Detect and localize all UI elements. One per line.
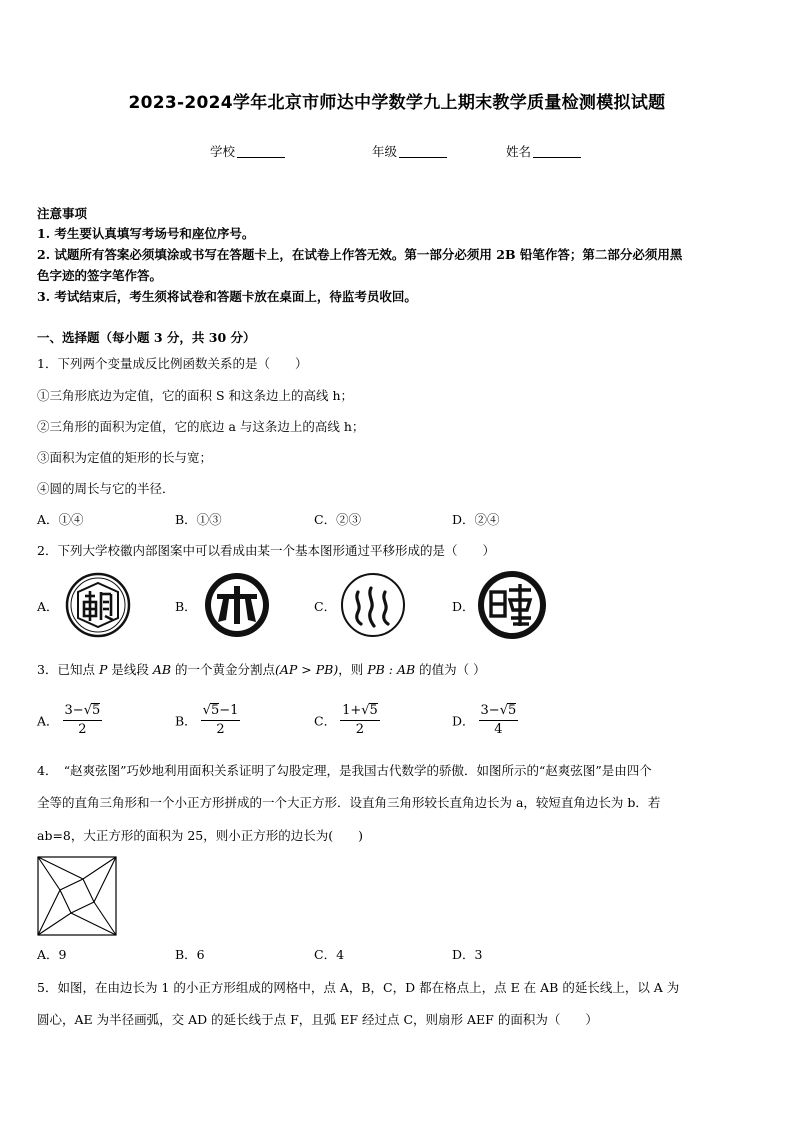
q2-option-c[interactable]: C． — [314, 599, 337, 614]
nankai-emblem-icon — [65, 572, 131, 638]
q3-condition: (AP > PB) — [275, 662, 339, 677]
q1-option-a[interactable]: A．①④ — [37, 512, 84, 527]
grade-field[interactable] — [372, 142, 447, 160]
q3-option-d[interactable] — [452, 702, 518, 739]
q2-stem: 2．下列大学校徽内部图案中可以看成由某一个基本图形通过平移形成的是（ ） — [37, 543, 495, 558]
grade-label: 年级 — [372, 144, 398, 159]
q3-option-a-fraction: $\frac{3-√5}{2}$ — [64, 703, 101, 737]
q4-stem-line-2: 全等的直角三角形和一个小正方形拼成的一个大正方形．设直角三角形较长直角边长为 a，较短直角边长为 b．若 — [37, 795, 661, 810]
q1-option-d[interactable]: D．②④ — [452, 512, 500, 527]
name-label: 姓名 — [506, 144, 532, 159]
zhao-shuang-diagram — [37, 856, 117, 936]
q1-option-c[interactable]: C．②③ — [314, 512, 362, 527]
zhejiang-emblem-icon — [340, 572, 406, 638]
q3-stem-post: 的值为（ ） — [415, 662, 486, 677]
grade-blank[interactable] — [399, 145, 447, 158]
q2-option-d[interactable]: D． — [452, 599, 475, 614]
q3-stem-pre: 3．已知点 — [37, 662, 99, 677]
q3-a-radicand: 5 — [91, 703, 101, 718]
q3-point-p: P — [98, 662, 108, 677]
notice-item-3: 3. 考试结束后，考生须将试卷和答题卡放在桌面上，待监考员收回。 — [37, 289, 417, 304]
school-blank[interactable] — [237, 145, 285, 158]
notice-item-1: 1. 考生要认真填写考场号和座位序号。 — [37, 226, 255, 241]
q3-option-c-fraction: $\frac{1+√5}{2}$ — [342, 703, 378, 737]
q4-stem-line-3: ab=8，大正方形的面积为 25，则小正方形的边长为( ) — [37, 828, 364, 843]
section-heading: 一、选择题（每小题 3 分，共 30 分） — [37, 330, 256, 345]
q3-option-d-label: D． — [452, 713, 475, 729]
q3-stem-mid3: ，则 — [338, 662, 368, 677]
q3-option-c-label: C． — [314, 713, 337, 729]
q3-option-c[interactable] — [314, 702, 380, 739]
q3-d-denominator: 4 — [494, 722, 503, 737]
notice-item-2a: 2. 试题所有答案必须填涂或书写在答题卡上，在试卷上作答无效。第一部分必须用 2B 铅笔作答；第二部分必须用黑 — [37, 247, 683, 262]
q3-stem-mid1: 是线段 — [107, 662, 153, 677]
q3-ratio: PB : AB — [367, 662, 416, 677]
q3-option-a[interactable] — [37, 702, 102, 739]
q1-option-b[interactable]: B．①③ — [175, 512, 222, 527]
q3-a-denominator: 2 — [78, 722, 87, 737]
exam-title: 2023-2024学年北京市师达中学数学九上期末教学质量检测模拟试题 — [128, 93, 666, 113]
peking-emblem-icon — [204, 572, 270, 638]
q4-option-d[interactable]: D．3 — [452, 947, 483, 962]
q1-statement-4: ④圆的周长与它的半径． — [37, 481, 175, 496]
q5-stem-line-1: 5．如图，在由边长为 1 的小正方形组成的网格中，点 A，B，C，D 都在格点上，点 E 在 AB 的延长线上，以 A 为 — [37, 980, 680, 995]
notice-item-2b: 色字迹的签字笔作答。 — [37, 268, 163, 283]
q3-stem-mid2: 的一个黄金分割点 — [171, 662, 276, 677]
q3-d-radicand: 5 — [507, 703, 517, 718]
q3-b-radicand: 5 — [210, 703, 220, 718]
q1-stem: 1．下列两个变量成反比例函数关系的是（ ） — [37, 356, 308, 371]
q1-statement-2: ②三角形的面积为定值，它的底边 a 与这条边上的高线 h； — [37, 419, 365, 434]
q3-option-d-fraction: $\frac{3-√5}{4}$ — [480, 703, 517, 737]
q4-option-a[interactable]: A．9 — [37, 947, 67, 962]
q3-option-b[interactable] — [175, 702, 240, 739]
notice-heading: 注意事项 — [37, 206, 88, 221]
q3-b-num-post: −1 — [219, 703, 239, 718]
q2-option-a[interactable]: A． — [37, 599, 59, 614]
q3-c-denominator: 2 — [355, 722, 365, 737]
renmin-emblem-icon — [477, 570, 547, 640]
q4-option-c[interactable]: C．4 — [314, 947, 345, 962]
q3-d-num-pre: 3− — [480, 703, 500, 718]
q3-c-radicand: 5 — [369, 703, 378, 718]
name-blank[interactable] — [533, 145, 581, 158]
q2-option-b[interactable]: B． — [175, 599, 197, 614]
name-field[interactable] — [506, 142, 581, 160]
school-field[interactable] — [210, 142, 285, 160]
q3-option-a-label: A． — [37, 713, 59, 729]
q3-option-b-label: B． — [175, 713, 197, 729]
q1-statement-3: ③面积为定值的矩形的长与宽； — [37, 450, 213, 465]
q1-statement-1: ①三角形底边为定值，它的面积 S 和这条边上的高线 h； — [37, 388, 354, 403]
q3-a-num-pre: 3− — [64, 703, 84, 718]
q3-segment-ab: AB — [152, 662, 172, 677]
q4-stem-line-1: 4． “赵爽弦图”巧妙地利用面积关系证明了勾股定理，是我国古代数学的骄傲．如图所示的“赵爽弦图”是由四个 — [37, 763, 652, 778]
q5-stem-line-2: 圆心，AE 为半径画弧，交 AD 的延长线于点 F，且弧 EF 经过点 C，则扇形 AEF 的面积为（ ） — [37, 1012, 598, 1027]
q3-b-denominator: 2 — [216, 722, 225, 737]
q4-option-b[interactable]: B．6 — [175, 947, 205, 962]
school-label: 学校 — [210, 144, 236, 159]
q3-option-b-fraction: $\frac{√5-1}{2}$ — [202, 703, 239, 737]
q3-stem — [37, 660, 486, 678]
q3-c-num-pre: 1+ — [342, 703, 362, 718]
